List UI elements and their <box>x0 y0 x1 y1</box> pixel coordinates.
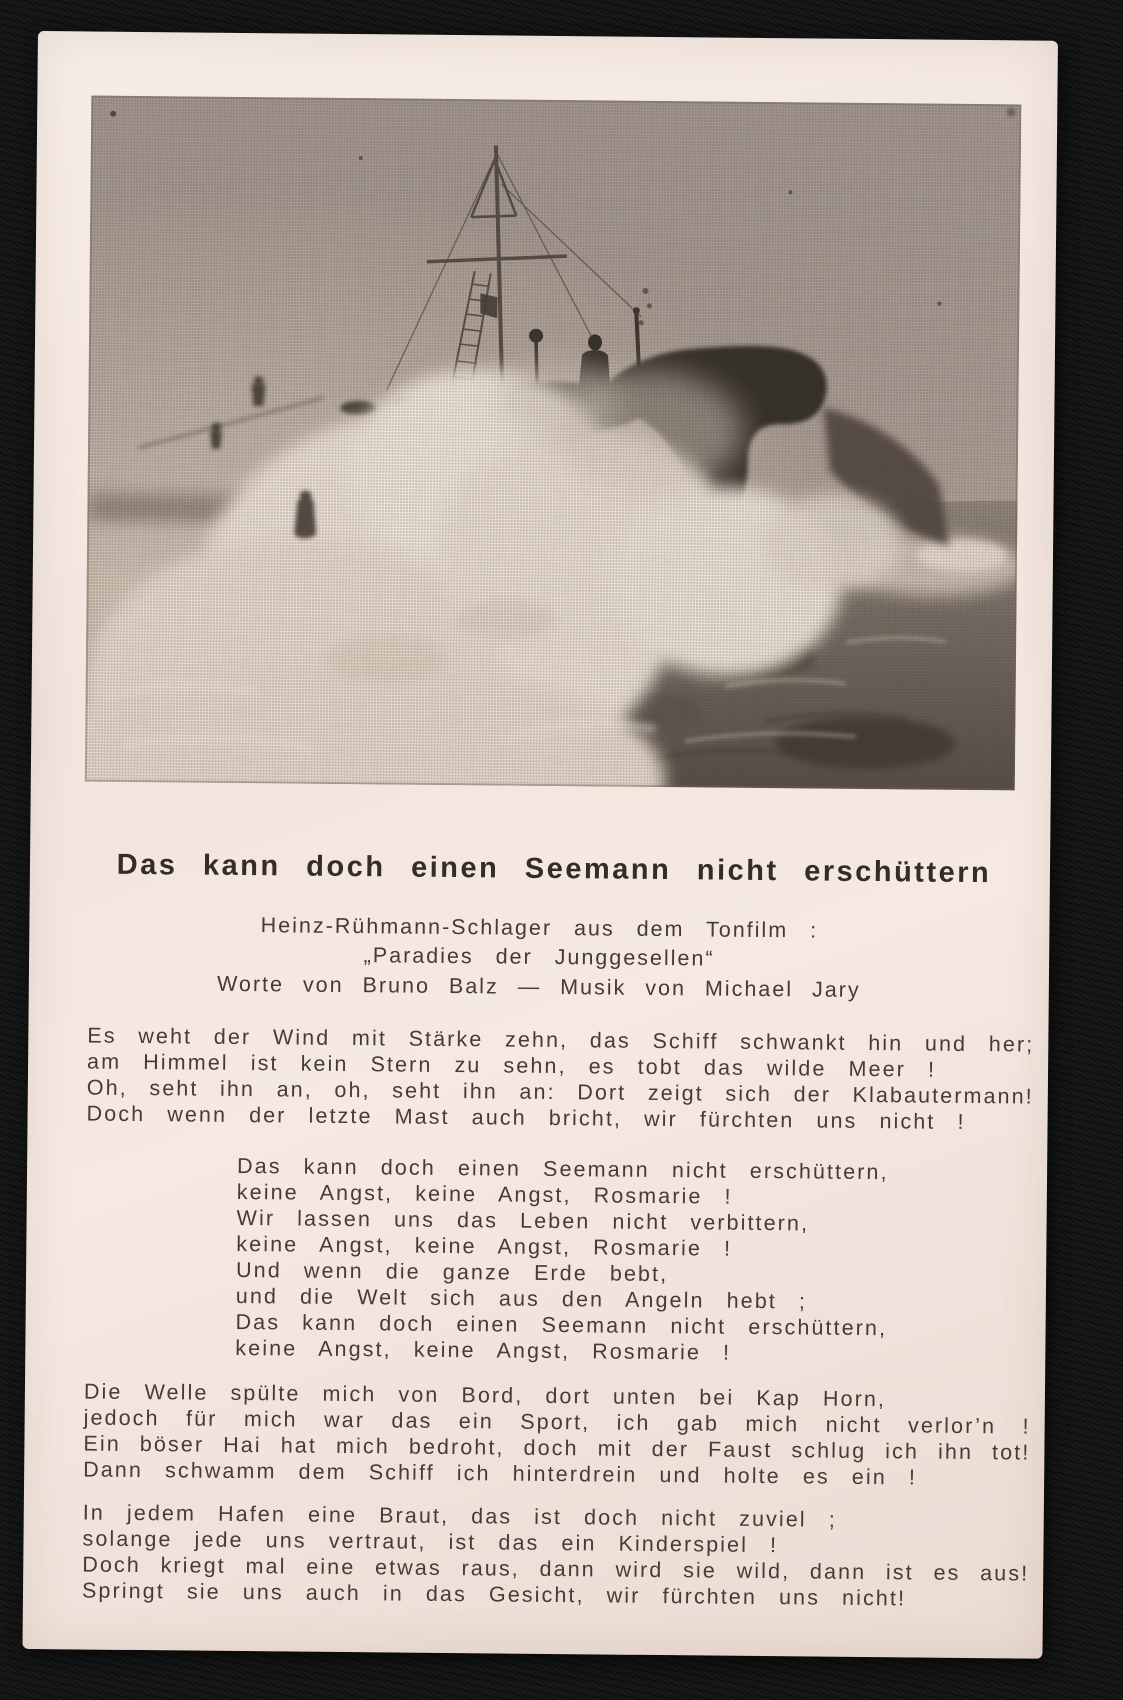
lyric-line: Das kann doch einen Seemann nicht erschüttern, <box>236 1153 889 1185</box>
verse-2 <box>83 1379 1031 1492</box>
lyric-line: Oh, seht ihn an, oh, seht ihn an: Dort zeigt sich der Klabautermann! <box>86 1075 1034 1109</box>
lyric-line: Dann schwamm dem Schiff ich hinterdrein und holte es ein ! <box>83 1457 918 1490</box>
lyric-line: keine Angst, keine Angst, Rosmarie ! <box>236 1231 733 1261</box>
ship-photo <box>85 96 1022 791</box>
film-title: „Paradies der Junggesellen“ <box>363 943 715 971</box>
chorus <box>235 1153 888 1367</box>
lyric-line: Und wenn die ganze Erde bebt, <box>236 1257 669 1287</box>
lyric-line: Es weht der Wind mit Stärke zehn, das Schiff schwankt hin und her; <box>87 1023 1035 1057</box>
lyric-line: am Himmel ist kein Stern zu sehn, es tobt das wilde Meer ! <box>86 1049 937 1082</box>
lyric-line: Das kann doch einen Seemann nicht erschüttern, <box>235 1309 888 1341</box>
lyric-line: In jedem Hafen eine Braut, das ist doch nicht zuviel ; <box>82 1500 838 1532</box>
ship-in-storm-illustration <box>85 96 1022 791</box>
lyric-line: und die Welt sich aus den Angeln hebt ; <box>235 1283 808 1314</box>
lyric-line: Ein böser Hai hat mich bedroht, doch mit der Faust schlug ich ihn tot! <box>83 1431 1031 1465</box>
lyric-line: Doch kriegt mal eine etwas raus, dann wird sie wild, dann ist es aus! <box>82 1552 1030 1586</box>
lyric-line: Die Welle spülte mich von Bord, dort unten bei Kap Horn, <box>83 1379 887 1412</box>
postcard <box>22 31 1057 1659</box>
lyric-line: Doch wenn der letzte Mast auch bricht, wir fürchten uns nicht ! <box>86 1101 966 1134</box>
film-source-line: Heinz-Rühmann-Schlager aus dem Tonfilm : <box>260 913 819 943</box>
credits-line: Worte von Bruno Balz — Musik von Michael Jary <box>216 971 861 1002</box>
lyric-line: solange jede uns vertraut, ist das ein Kinderspiel ! <box>82 1526 779 1558</box>
lyric-line: Wir lassen uns das Leben nicht verbittern, <box>236 1205 810 1236</box>
verse-1 <box>86 1023 1034 1136</box>
lyric-line: Springt sie uns auch in das Gesicht, wir fürchten uns nicht! <box>81 1578 907 1611</box>
lyric-line: keine Angst, keine Angst, Rosmarie ! <box>236 1179 733 1209</box>
lyric-line: jedoch für mich war das ein Sport, ich gab mich nicht verlor’n ! <box>83 1405 1031 1439</box>
song-title: Das kann doch einen Seemann nicht erschüttern <box>116 848 992 890</box>
lyric-line: keine Angst, keine Angst, Rosmarie ! <box>235 1335 732 1365</box>
verse-3 <box>82 1499 1030 1612</box>
